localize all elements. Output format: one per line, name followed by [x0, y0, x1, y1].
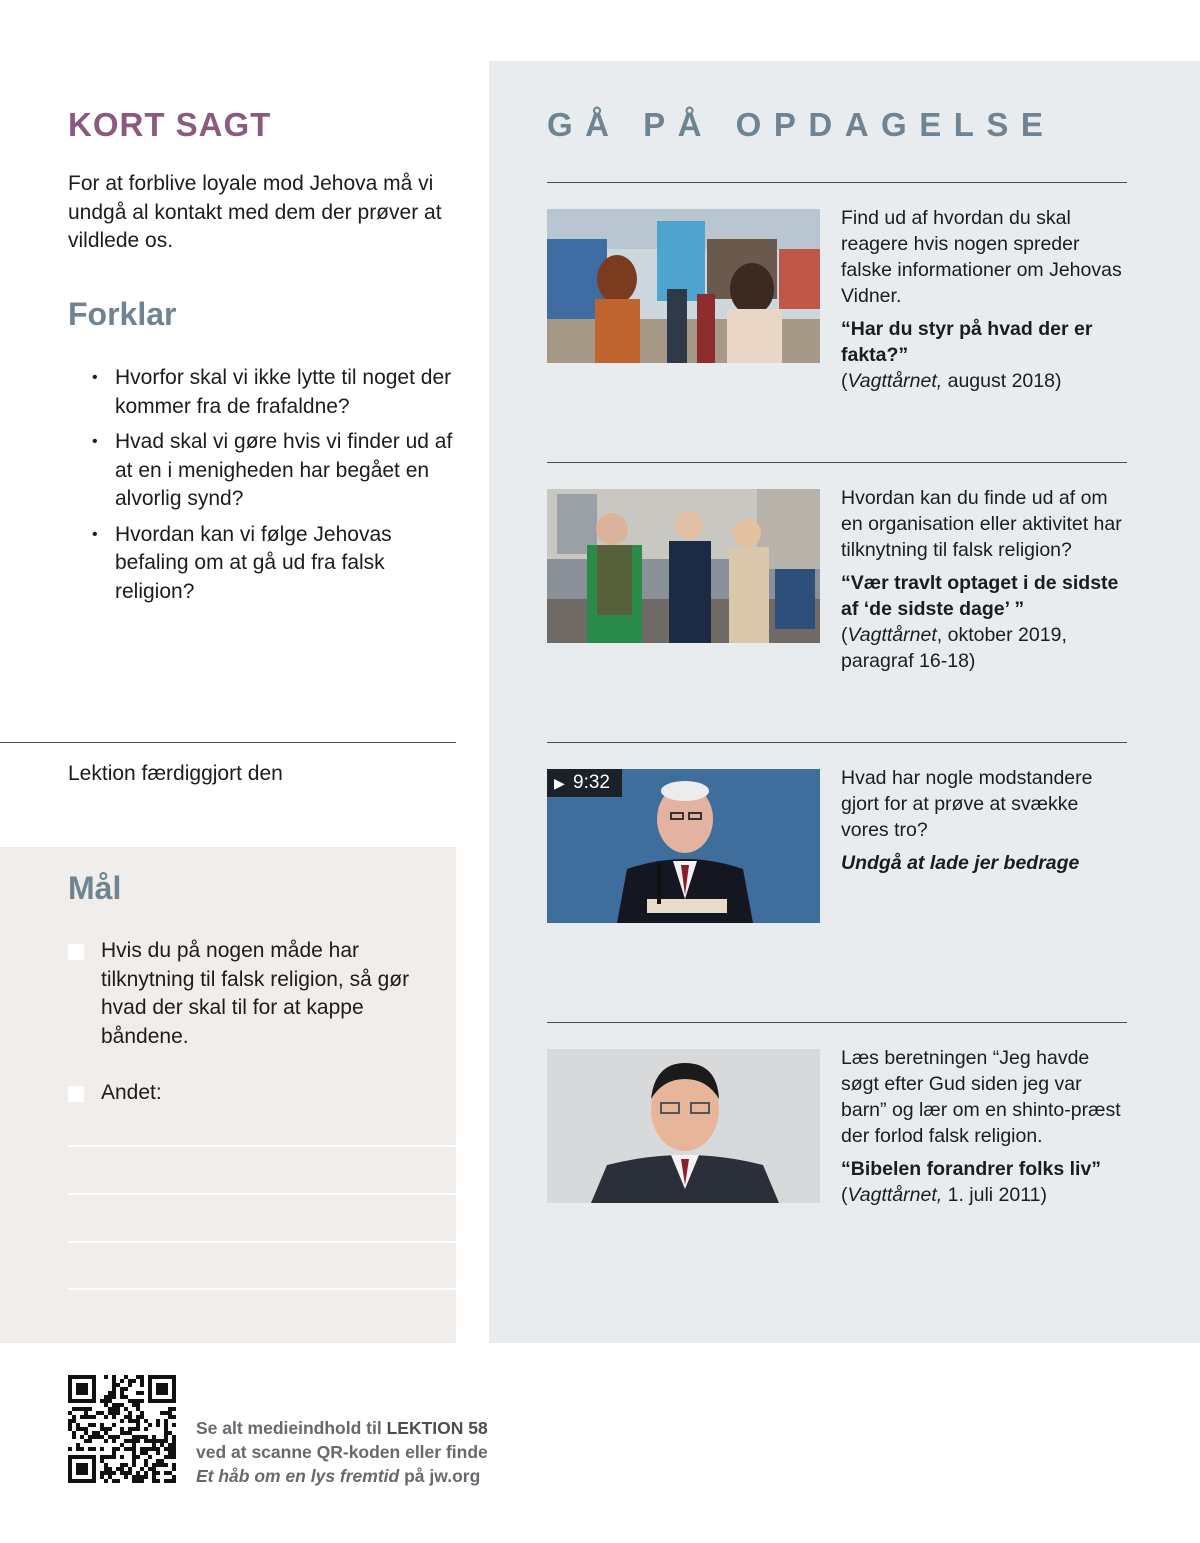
explain-question [92, 428, 462, 514]
goal-checkbox[interactable] [68, 944, 84, 960]
divider [547, 1022, 1127, 1023]
goal-heading: Mål [68, 870, 122, 906]
entry-title-link[interactable]: “Vær travlt optaget i de sidste af ‘de sidste dage’ ” [841, 572, 1119, 620]
play-icon: ▶ [554, 775, 565, 791]
entry-source: (Vagttårnet, oktober 2019, paragraf 16-18) [841, 624, 1067, 672]
divider [0, 742, 456, 743]
explain-question [92, 521, 462, 607]
explore-heading: GÅ PÅ OPDAGELSE [547, 106, 1056, 143]
bullet-icon: • [92, 369, 98, 386]
qr-code[interactable] [68, 1375, 176, 1483]
explain-question [92, 364, 462, 421]
video-duration: 9:32 [573, 772, 610, 793]
entry-description: Læs beretningen “Jeg havde søgt efter Gud siden jeg var barn” og lær om en shinto-præst der forlod falsk religion. [841, 1047, 1121, 1147]
footer-line: ved at scanne QR-koden eller finde [196, 1442, 488, 1462]
article-thumbnail[interactable] [547, 209, 820, 363]
entry-title-link[interactable]: “Bibelen forandrer folks liv” [841, 1158, 1102, 1180]
portrait-image [547, 1049, 820, 1203]
divider [547, 182, 1127, 183]
goal-item [68, 937, 408, 1057]
explore-entry [841, 485, 1131, 674]
bullet-icon: • [92, 433, 98, 450]
explain-heading: Forklar [68, 296, 177, 332]
entry-title-link[interactable]: Undgå at lade jer bedrage [841, 852, 1080, 874]
entry-source: (Vagttårnet, 1. juli 2011) [841, 1184, 1047, 1206]
divider [547, 742, 1127, 743]
footer-line: Se alt medieindhold til LEKTION 58 [196, 1418, 488, 1438]
bullet-icon: • [92, 525, 98, 543]
entry-source: (Vagttårnet, august 2018) [841, 370, 1062, 392]
goal-checkbox[interactable] [68, 1086, 84, 1102]
explain-question-text: Hvad skal vi gøre hvis vi finder ud af at en i menigheden har begået en alvorlig synd? [115, 430, 453, 510]
write-line[interactable] [68, 1288, 456, 1290]
summary-heading: KORT SAGT [68, 106, 272, 143]
footer-media-note [196, 1416, 488, 1488]
summary-text: For at forblive loyale mod Jehova må vi undgå al kontakt med dem der prøver at vildlede os. [68, 172, 442, 252]
write-line[interactable] [68, 1193, 456, 1195]
entry-description: Hvordan kan du finde ud af om en organisation eller aktivitet har tilknytning til falsk religion? [841, 487, 1122, 561]
explore-entry [841, 765, 1131, 876]
goal-item-text: Hvis du på nogen måde har tilknytning til falsk religion, så gør hvad der skal til for at kappe båndene. [101, 939, 410, 1048]
explain-question-text: Hvorfor skal vi ikke lytte til noget der kommer fra de frafaldne? [115, 366, 452, 418]
goal-item-other [68, 1079, 408, 1109]
entry-title-link[interactable]: “Har du styr på hvad der er fakta?” [841, 318, 1093, 366]
entry-description: Hvad har nogle modstandere gjort for at prøve at svække vores tro? [841, 767, 1093, 841]
write-line[interactable] [68, 1241, 456, 1243]
explore-entry [841, 205, 1131, 394]
entry-description: Find ud af hvordan du skal reagere hvis nogen spreder falske informationer om Jehovas Vidner. [841, 207, 1122, 307]
article-thumbnail[interactable] [547, 1049, 820, 1203]
qr-code-image [68, 1375, 176, 1483]
street-witnessing-image [547, 489, 820, 643]
write-line[interactable] [68, 1145, 456, 1147]
lesson-completed-label: Lektion færdiggjort den [68, 762, 283, 785]
goal-item-text: Andet: [101, 1081, 162, 1104]
article-thumbnail[interactable] [547, 489, 820, 643]
video-thumbnail[interactable] [547, 769, 820, 923]
explain-question-text: Hvordan kan vi følge Jehovas befaling om at gå ud fra falsk religion? [115, 522, 392, 603]
explore-entry [841, 1045, 1131, 1208]
mall-scene-image [547, 209, 820, 363]
footer-line: Et håb om en lys fremtid på jw.org [196, 1466, 481, 1486]
explain-question-list [92, 364, 462, 613]
video-duration-badge [547, 769, 622, 797]
divider [547, 462, 1127, 463]
